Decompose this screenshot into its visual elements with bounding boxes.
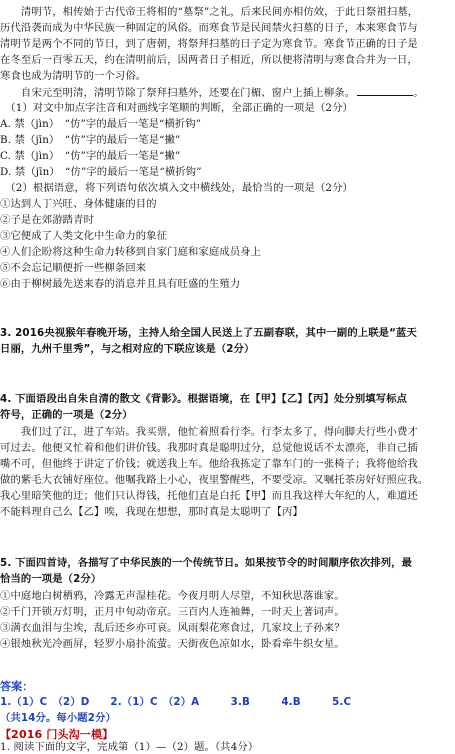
intro-line: 在冬至后一百零五天，约在清明前后，因两者日子相近，所以便将清明与寒食合并为一日， [0, 54, 418, 66]
q3-stem: 日丽，九州千里秀”，与之相对应的下联应该是（2分） [0, 343, 255, 355]
intro-line: 历代沿袭而成为中华民族一种固定的风俗。而寒食节是民间禁火扫墓的日子，本来寒食节与 [0, 22, 418, 34]
q2-item: ④人们企盼将这种生命力转移到自家门庭和家庭成员身上 [0, 246, 262, 258]
q2-item: ①达到人丁兴旺、身体健康的目的 [0, 198, 157, 210]
q4-passage-line: 做的紫毛大衣铺好座位。他嘱我路上小心，夜里警醒些，不要受凉。又嘱托茶房好好照应我。 [0, 474, 429, 486]
q4-passage-line: 不能料理自己么【乙】唉，我现在想想，那时真是太聪明了【丙】 [0, 506, 303, 518]
q1-option-c: C. 禁（jìn） “仿”字的最后一笔是“撇” [0, 150, 181, 162]
q1-option-d: D. 禁（jīn） “仿”字的最后一笔是“横折钩” [0, 166, 202, 178]
section-question: 1. 阅读下面的文字，完成第（1）—（2）题。（共4分） [0, 741, 259, 753]
q1-option-b: B. 禁（jīn） “仿”字的最后一笔是“撇” [0, 134, 181, 146]
q4-passage-line: 可过去。他便又忙着和他们讲价钱。我那时真是聪明过分，总觉他说话不太漂亮，非自己插 [0, 442, 418, 454]
q2-item: ②子是在郊游踏青时 [0, 214, 95, 226]
q4-passage-line: 嘴不可，但他终于讲定了价钱；就送我上车。他给我拣定了靠车门的一张椅子；我将他给我 [0, 458, 418, 470]
intro-line: 自宋元至明清，清明节除了祭拜扫墓外，还要在门楣、窗户上插上柳条。 [0, 87, 356, 99]
intro-line: 寒食也成为清明节的一个习俗。 [0, 70, 147, 82]
q4-stem: 符号，正确的一项是（2分） [0, 409, 133, 421]
q5-poem: ④银烛秋光冷画屏，轻罗小扇扑流萤。天街夜色凉如水，卧看牵牛织女星。 [0, 638, 345, 650]
q5-poem: ②千门开锁万灯明，正月中旬动帝京。三百内人连袖舞，一时天上著词声。 [0, 606, 345, 618]
q4-passage-line: 我心里暗笑他的迂；他们只认得钱，托他们直是白托【甲】而且我这样大年纪的人，难道还 [0, 490, 418, 502]
section-title: 【2016 门头沟一模】 [0, 728, 114, 741]
answers-row: 1.（1）C （2）D 2.（1）C （2）A 3.B 4.B 5.C [0, 696, 352, 708]
q2-stem: （2）根据语意，将下列语句依次填入文中横线处，最恰当的一项是（2分） [0, 182, 353, 194]
intro-line-with-blank: 自宋元至明清，清明节除了祭拜扫墓外，还要在门楣、窗户上插上柳条。 。 [0, 87, 424, 99]
q1-option-a: A. 禁（jìn） “仿”字的最后一笔是“横折钩” [0, 118, 202, 130]
intro-line: 清明节，相传始于古代帝王将相的“墓祭”之礼，后来民间亦相仿效，于此日祭祖扫墓， [0, 6, 419, 18]
q2-item: ⑤不会忘记顺便折一些柳条回来 [0, 262, 147, 274]
answers-heading: 答案： [0, 680, 34, 693]
q1-stem: （1）对文中加点字注音和对画线字笔顺的判断，全部正确的一项是（2分） [0, 102, 353, 114]
q5-poem: ③满衣血泪与尘埃，乱后还乡亦可哀。风雨梨花寒食过，几家坟上子孙来？ [0, 622, 345, 634]
intro-line: 清明节是两个不同的节日，到了唐朝，将祭拜扫墓的日子定为寒食节。寒食节正确的日子是 [0, 38, 418, 50]
q3-stem: 3. 2016央视猴年春晚开场，主持人给全国人民送上了五副春联，其中一副的上联是“蓝天 [0, 327, 417, 339]
answers-note: （共14分。每小题2分） [0, 712, 116, 724]
q2-item: ③它便成了人类文化中生命力的象征 [0, 230, 168, 242]
q2-item: ⑥由于柳树最先送来春的消息并且具有旺盛的生殖力 [0, 278, 241, 290]
q4-passage-line: 我们过了江，进了车站。我买票，他忙着照看行李。行李太多了，得向脚夫行些小费才 [0, 426, 418, 438]
q5-stem: 5. 下面四首诗，各描写了中华民族的一个传统节日。如果按节令的时间顺序依次排列，最 [0, 557, 413, 569]
answer-blank [357, 86, 413, 96]
q4-stem: 4. 下面语段出自朱自清的散文《背影》。根据语境，在【甲】【乙】【丙】处分别填写标点 [0, 393, 408, 405]
q5-poem: ①中庭地白树栖鸦，冷露无声湿桂花。今夜月明人尽望，不知秋思落谁家。 [0, 590, 345, 602]
q5-stem: 恰当的一项是（2分） [0, 573, 102, 585]
